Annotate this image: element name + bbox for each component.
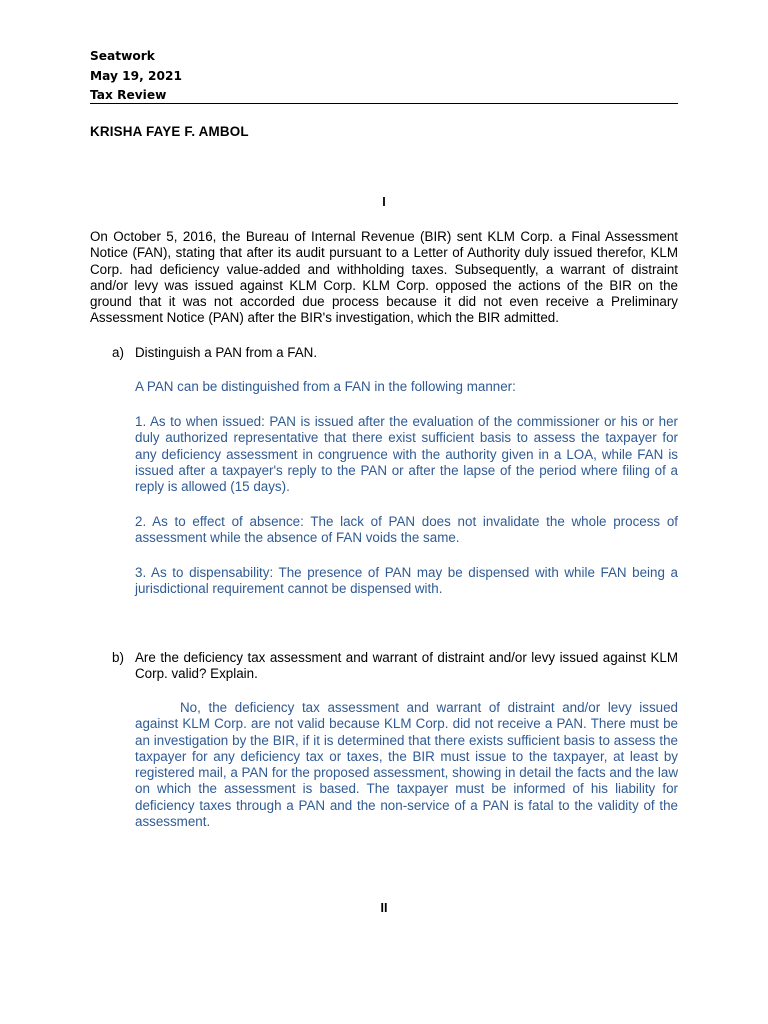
answer-a-point-1: 1. As to when issued: PAN is issued after the evaluation of the commissioner or his or her duly authorized representative that there exist sufficient basis to assess the taxpayer for any deficiency assessment in congruence with the authority given in a LOA, while FAN is issued after a taxpayer's reply to the PAN or after the lapse of the period where filing of a reply is allowed (15 days). (135, 414, 678, 495)
header-date: May 19, 2021 (90, 68, 182, 83)
header-subject: Tax Review (90, 88, 167, 102)
problem-statement: On October 5, 2016, the Bureau of Internal Revenue (BIR) sent KLM Corp. a Final Assessment Notice (FAN), stating that after its audit pursuant to a Letter of Authority duly issued therefor, KLM Corp. had deficiency value-added and withholding taxes. Subsequently, a warrant of distraint and/or levy was issued against KLM Corp. KLM Corp. opposed the actions of the BIR on the ground that it was not accorded due process because it did not even receive a Preliminary Assessment Notice (PAN) after the BIR's investigation, which the BIR admitted. (90, 229, 678, 326)
question-a (112, 345, 678, 361)
answer-a-point-2: 2. As to effect of absence: The lack of PAN does not invalidate the whole process of assessment while the absence of FAN voids the same. (135, 514, 678, 546)
section-number-1: I (382, 195, 386, 209)
answer-b: No, the deficiency tax assessment and warrant of distraint and/or levy issued against KLM Corp. are not valid because KLM Corp. did not receive a PAN. There must be an investigation by the BIR, if it is determined that there exists sufficient basis to assess the taxpayer for any deficiency tax or taxes, the BIR must issue to the taxpayer, at least by registered mail, a PAN for the proposed assessment, showing in detail the facts and the law on which the assessment is based. The taxpayer must be informed of his liability for deficiency taxes through a PAN and the non-service of a PAN is fatal to the validity of the assessment. (135, 700, 678, 830)
question-a-text: Distinguish a PAN from a FAN. (135, 345, 318, 360)
answer-a-lead: A PAN can be distinguished from a FAN in the following manner: (135, 379, 516, 394)
question-b-text: Are the deficiency tax assessment and warrant of distraint and/or levy issued against KLM Corp. valid? Explain. (135, 650, 678, 682)
question-a-letter: a) (112, 345, 124, 360)
question-b (112, 650, 678, 683)
document-header (90, 47, 678, 106)
author-name: KRISHA FAYE F. AMBOL (90, 124, 249, 139)
header-assignment-type: Seatwork (90, 49, 155, 63)
section-number-2: II (380, 901, 388, 915)
answer-a-point-3: 3. As to dispensability: The presence of PAN may be dispensed with while FAN being a jurisdictional requirement cannot be dispensed with. (135, 565, 678, 597)
header-divider (90, 103, 678, 104)
question-b-letter: b) (112, 650, 124, 665)
